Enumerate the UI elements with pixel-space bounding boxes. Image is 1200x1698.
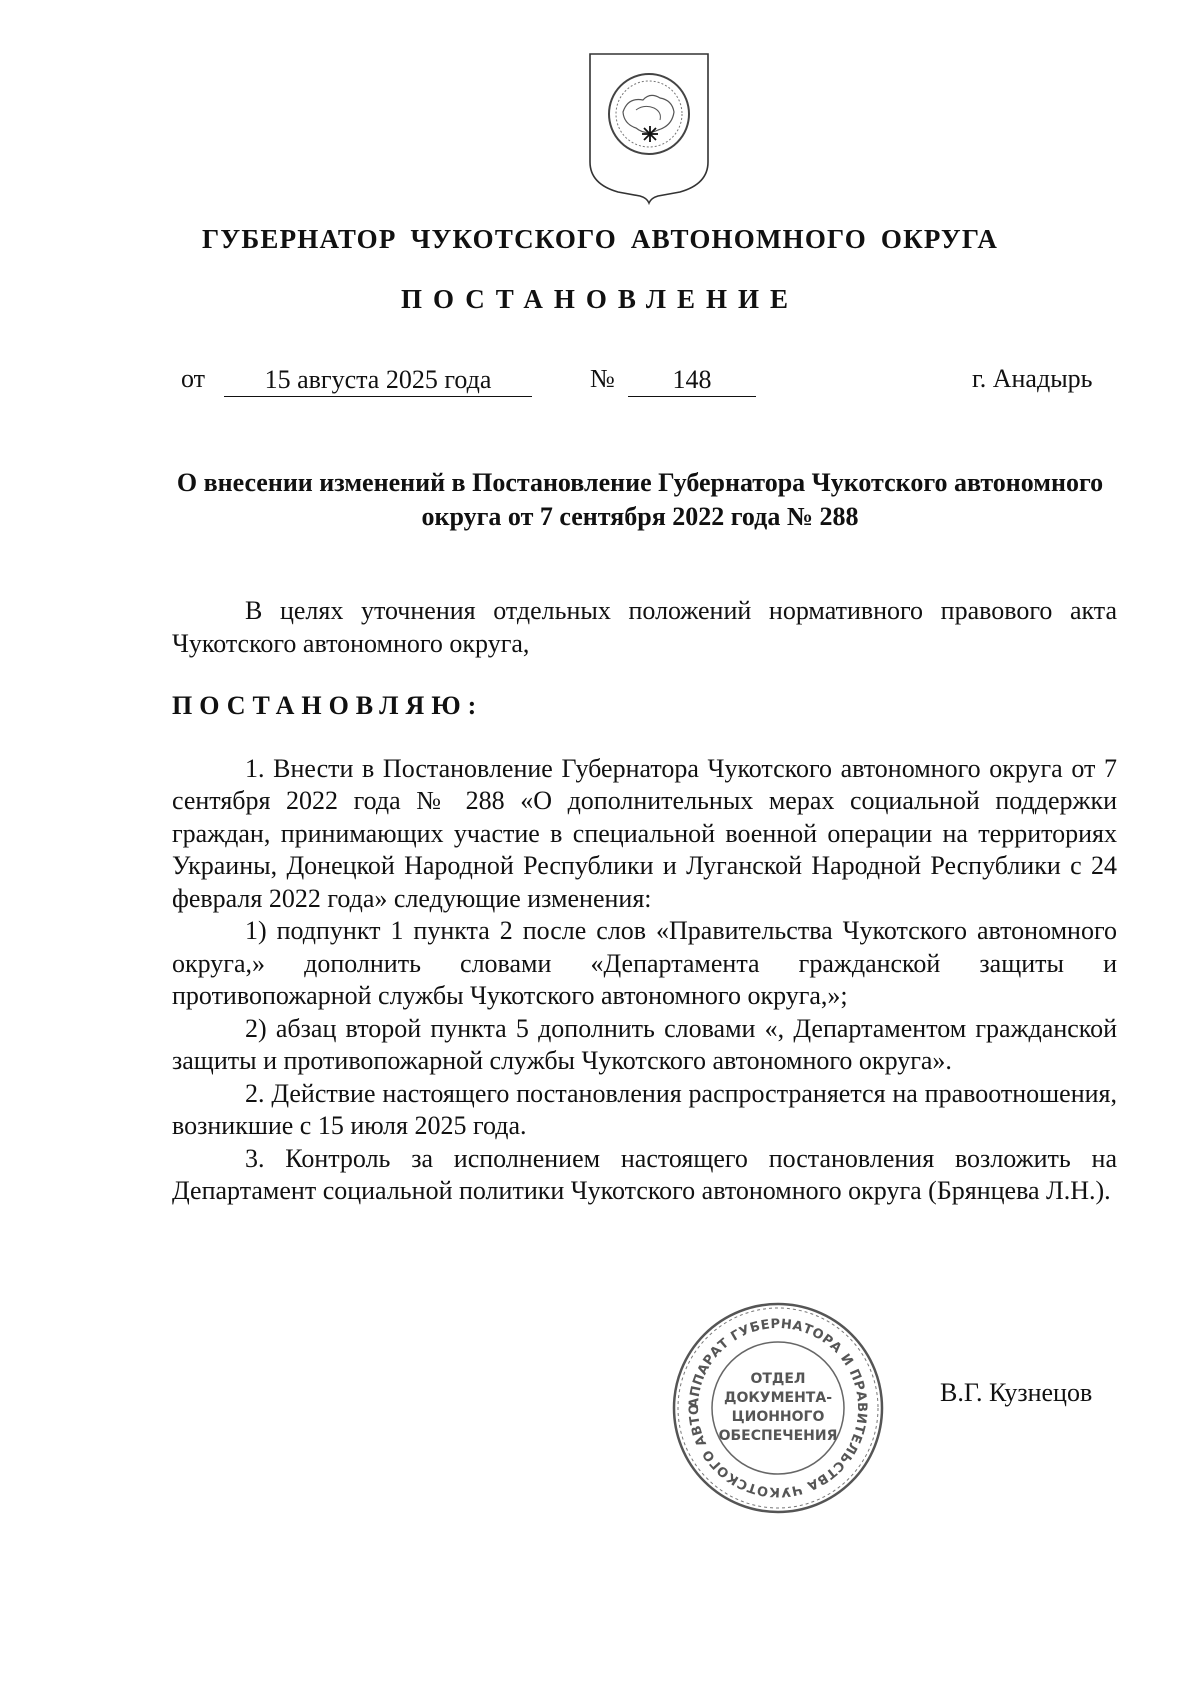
date-prefix: от <box>181 364 206 393</box>
preamble: В целях уточнения отдельных положений нормативного правового акта Чукотского автономного округа, <box>172 596 1117 658</box>
stamp-line-2: ДОКУМЕНТА- <box>723 1390 833 1406</box>
document-number: 148 <box>628 364 756 397</box>
clause-3: 3. Контроль за исполнением настоящего постановления возложить на Департамент социальной политики Чукотского автономного округа (Брянцева Л.Н.). <box>172 1143 1117 1205</box>
clause-1: 1. Внести в Постановление Губернатора Чукотского автономного округа от 7 сентября 2022 года № 288 «О дополнительных мерах социальной поддержки граждан, принимающих участие в специальной военной операции на территориях Украины, Донецкой Народной Республики и Луганской Народной Республики с 24 февраля 2022 года» следующие изменения: <box>172 753 1117 913</box>
clause-1-subitem-1: 1) подпункт 1 пункта 2 после слов «Правительства Чукотского автономного округа,» дополнить словами «Департамента гражданской защиты и противопожарной службы Чукотского автономного округа,»; <box>172 916 1117 1010</box>
issuing-authority: ГУБЕРНАТОР ЧУКОТСКОГО АВТОНОМНОГО ОКРУГА <box>201 224 999 254</box>
signatory-name: В.Г. Кузнецов <box>940 1378 1093 1407</box>
document-date: 15 августа 2025 года <box>224 364 532 397</box>
clause-1-subitem-2: 2) абзац второй пункта 5 дополнить словами «, Департаментом гражданской защиты и противопожарной службы Чукотского автономного округа». <box>172 1013 1117 1075</box>
clause-2: 2. Действие настоящего постановления распространяется на правоотношения, возникшие с 15 июля 2025 года. <box>172 1078 1117 1140</box>
coat-of-arms-icon <box>588 52 710 205</box>
decree-heading: ПОСТАНОВЛЯЮ: <box>172 691 484 720</box>
number-prefix: № <box>590 364 615 393</box>
document-meta <box>0 364 1200 404</box>
document-body <box>172 595 1117 1208</box>
document-title: О внесении изменений в Постановление Губернатора Чукотского автономного округа от 7 сентября 2022 года № 288 <box>176 468 1104 531</box>
stamp-ring-text: АППАРАТ ГУБЕРНАТОРА И ПРАВИТЕЛЬСТВА ЧУКОТСКОГО АВТО <box>686 1316 870 1500</box>
stamp-seal-icon <box>668 1298 888 1518</box>
coat-of-arms-emblem <box>588 52 710 205</box>
document-type: ПОСТАНОВЛЕНИЕ <box>400 284 800 314</box>
stamp-line-3: ЦИОННОГО <box>731 1409 825 1425</box>
official-stamp <box>668 1298 888 1518</box>
stamp-line-1: ОТДЕЛ <box>750 1371 806 1387</box>
city: г. Анадырь <box>972 364 1093 393</box>
stamp-line-4: ОБЕСПЕЧЕНИЯ <box>718 1428 838 1444</box>
